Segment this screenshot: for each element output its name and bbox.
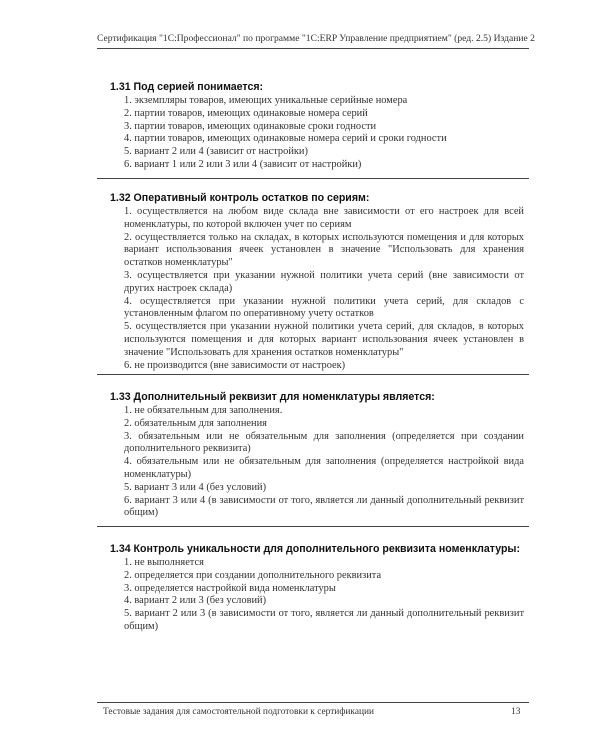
question-title: 1.31 Под серией понимается:	[110, 81, 264, 93]
answer-list	[124, 206, 524, 372]
answer-option: 6. вариант 1 или 2 или 3 или 4 (зависит от настройки)	[124, 158, 362, 170]
answer-list	[124, 95, 524, 172]
footer-rule	[97, 702, 529, 703]
footer-caption: Тестовые задания для самостоятельной подготовки к сертификации	[103, 707, 375, 717]
answer-option: 2. определяется при создании дополнительного реквизита	[124, 569, 382, 581]
section-divider	[97, 178, 529, 179]
answer-option: 5. осуществляется при указании нужной политики учета серий, для складов, в которых используются помещения и для которых вариант использования ячеек установлен в значение "Использовать для хранения остатков номенклатуры"	[124, 321, 524, 358]
answer-option: 5. вариант 2 или 3 (в зависимости от того, является ли данный дополнительный реквизит общим)	[124, 608, 524, 632]
question-title: 1.32 Оперативный контроль остатков по сериям:	[110, 192, 370, 204]
answer-option: 1. экземпляры товаров, имеющих уникальные серийные номера	[124, 95, 408, 106]
section-divider	[97, 526, 529, 527]
answer-option: 4. осуществляется при указании нужной политики учета серий, для складов с установленным флагом по оперативному учету остатков	[124, 295, 524, 320]
answer-list	[124, 557, 524, 634]
answer-option: 4. вариант 2 или 3 (без условий)	[124, 595, 267, 607]
question-block	[110, 81, 524, 172]
answer-option: 1. осуществляется на любом виде склада вне зависимости от его настроек для всей номенклатуры, по которой включен учет по сериям	[124, 206, 524, 230]
page-number: 13	[511, 707, 521, 717]
answer-option: 6. вариант 3 или 4 (в зависимости от того, является ли данный дополнительный реквизит общим)	[124, 494, 524, 519]
answer-option: 2. партии товаров, имеющих одинаковые номера серий	[124, 107, 368, 119]
header-rule	[97, 48, 529, 49]
answer-option: 5. вариант 3 или 4 (без условий)	[124, 481, 267, 493]
running-header: Сертификация "1С:Профессионал" по программе "1С:ERP Управление предприятием" (ред. 2.5) Издание 2	[97, 33, 535, 44]
question-block	[110, 192, 524, 372]
question-title: 1.34 Контроль уникальности для дополнительного реквизита номенклатуры:	[110, 543, 521, 555]
answer-option: 3. определяется настройкой вида номенклатуры	[124, 582, 336, 594]
answer-list	[124, 405, 524, 520]
answer-option: 4. обязательным или не обязательным для заполнения (определяется настройкой вида номенклатуры)	[124, 456, 524, 480]
section-divider	[97, 374, 529, 375]
answer-option: 4. партии товаров, имеющих одинаковые номера серий и сроки годности	[124, 133, 447, 145]
question-block	[110, 543, 524, 634]
answer-option: 5. вариант 2 или 4 (зависит от настройки)	[124, 146, 308, 158]
answer-option: 6. не производится (вне зависимости от настроек)	[124, 359, 346, 371]
answer-option: 3. обязательным или не обязательным для заполнения (определяется при создании дополнительного реквизита)	[124, 430, 524, 455]
answer-option: 1. не выполняется	[124, 557, 204, 568]
answer-option: 2. осуществляется только на складах, в которых используются помещения и для которых вариант использования ячеек установлен в значение "Использовать для хранения остатков номенклатуры"	[124, 231, 524, 269]
answer-option: 3. партии товаров, имеющих одинаковые сроки годности	[124, 120, 377, 132]
question-title: 1.33 Дополнительный реквизит для номенклатуры является:	[110, 391, 435, 403]
question-block	[110, 391, 524, 520]
answer-option: 2. обязательным для заполнения	[124, 417, 267, 429]
answer-option: 1. не обязательным для заполнения.	[124, 405, 283, 416]
answer-option: 3. осуществляется при указании нужной политики учета серий (вне зависимости от других настроек склада)	[124, 269, 524, 294]
